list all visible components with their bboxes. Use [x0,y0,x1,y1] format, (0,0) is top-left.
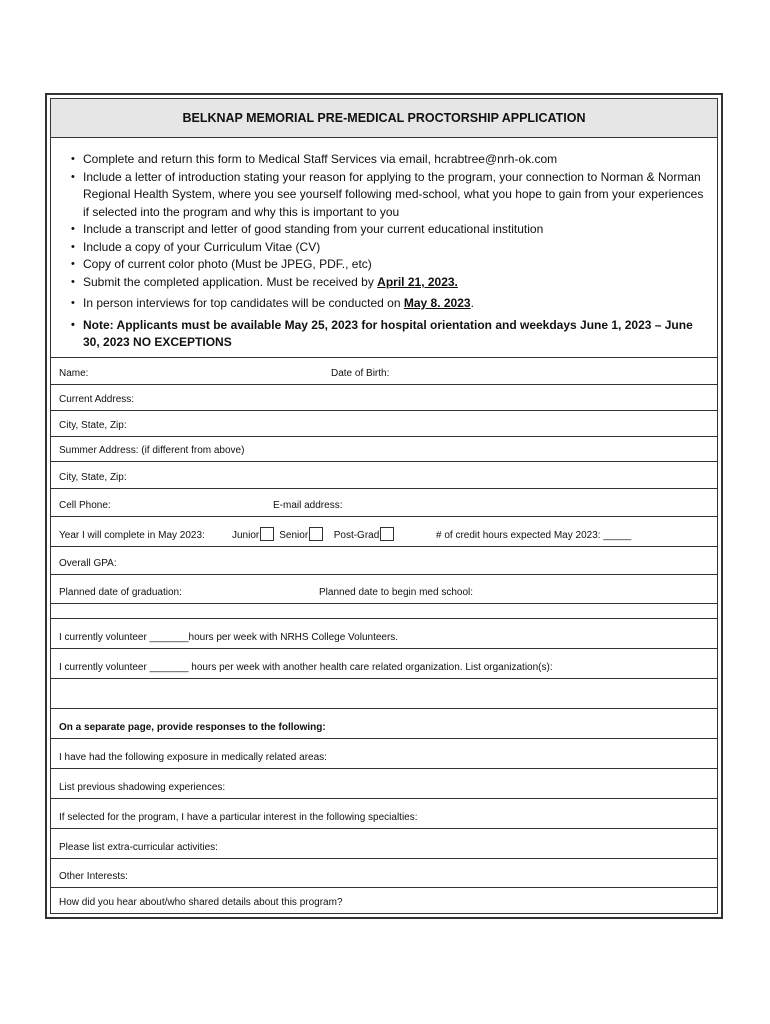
instruction-item: • Include a copy of your Curriculum Vitae (CV) [71,239,707,257]
bullet-icon: • [71,297,75,309]
grad-date-label: Planned date of graduation: [59,587,182,598]
exposure-row [51,738,717,769]
graduation-row[interactable] [51,574,717,604]
form-title: BELKNAP MEMORIAL PRE-MEDICAL PROCTORSHIP APPLICATION [51,99,717,138]
junior-checkbox[interactable] [260,527,274,541]
gpa-row[interactable] [51,546,717,575]
bullet-icon: • [71,258,75,270]
contact-row[interactable] [51,488,717,517]
credit-hours-label: # of credit hours expected May 2023: _____ [436,530,632,541]
name-label: Name: [59,368,89,379]
instruction-item: • Include a transcript and letter of good standing from your current educational institution [71,221,707,239]
year-complete-label: Year I will complete in May 2023: [59,530,205,541]
heard-about-row [51,887,717,913]
year-options [232,527,399,541]
volunteer-nrhs-row[interactable] [51,618,717,649]
summer-city-state-zip-label: City, State, Zip: [59,472,127,483]
instruction-item: • Submit the completed application. Must be received by April 21, 2023. [71,274,707,292]
senior-label: Senior [279,530,309,541]
summer-address-row[interactable] [51,436,717,462]
postgrad-checkbox[interactable] [380,527,394,541]
year-complete-row [51,516,717,547]
instruction-item: • Complete and return this form to Medical Staff Services via email, hcrabtree@nrh-ok.com [71,151,707,169]
submission-deadline: April 21, 2023. [377,274,458,289]
bullet-icon: • [71,240,75,253]
shadowing-row [51,768,717,799]
bullet-icon: • [71,318,75,331]
summer-address-label: Summer Address: (if different from above) [59,445,245,456]
instruction-item: • In person interviews for top candidates will be conducted on May 8. 2023. [71,295,707,313]
volunteer-other-row[interactable] [51,648,717,679]
postgrad-label: Post-Grad [333,530,380,541]
email-label: E-mail address: [273,500,343,511]
heard-about-label: How did you hear about/who shared details about this program? [59,897,343,908]
specialties-label: If selected for the program, I have a particular interest in the following specialties: [59,812,418,823]
volunteer-other-label: I currently volunteer _______ hours per week with another health care related organization. List organization(s): [59,662,553,673]
instructions-section [51,138,717,358]
med-school-date-label: Planned date to begin med school: [319,587,473,598]
bullet-icon: • [71,153,75,165]
interview-date: May 8. 2023 [403,296,471,310]
interests-row [51,858,717,888]
organization-row[interactable] [51,678,717,709]
gpa-label: Overall GPA: [59,558,117,569]
bullet-icon: • [71,275,75,288]
junior-label: Junior [232,530,260,541]
instruction-list [51,138,717,352]
shadowing-label: List previous shadowing experiences: [59,782,226,793]
dob-label: Date of Birth: [331,368,390,379]
exposure-label: I have had the following exposure in medically related areas: [59,752,327,763]
instruction-item: • Include a letter of introduction stating your reason for applying to the program, your connection to Norman & Norman Regional Health System, where you see yourself following med-school, what you hope to gain from your experiences if selected into the program and why this is important to you [71,169,704,219]
separate-page-row [51,708,717,739]
city-state-zip-label: City, State, Zip: [59,420,127,431]
separate-page-heading: On a separate page, provide responses to the following: [59,722,326,733]
bullet-icon: • [71,170,75,183]
extracurricular-row [51,828,717,859]
current-address-label: Current Address: [59,394,135,405]
instruction-note: • Note: Applicants must be available May 25, 2023 for hospital orientation and weekdays June 1, 2023 – June 30, 2023 NO EXCEPTIONS [71,317,693,349]
name-row[interactable] [51,358,717,385]
bullet-icon: • [71,223,75,235]
summer-city-state-zip-row[interactable] [51,461,717,489]
city-state-zip-row[interactable] [51,410,717,437]
application-form [45,93,723,919]
cell-phone-label: Cell Phone: [59,500,111,511]
senior-checkbox[interactable] [309,527,323,541]
current-address-row[interactable] [51,384,717,411]
form-inner-border [50,98,718,914]
interests-label: Other Interests: [59,871,128,882]
volunteer-nrhs-label: I currently volunteer _______hours per week with NRHS College Volunteers. [59,632,399,643]
instruction-item: • Copy of current color photo (Must be JPEG, PDF., etc) [71,256,707,274]
form-fields [51,358,717,913]
blank-row[interactable] [51,603,717,619]
specialties-row [51,798,717,829]
extracurricular-label: Please list extra-curricular activities: [59,842,218,853]
